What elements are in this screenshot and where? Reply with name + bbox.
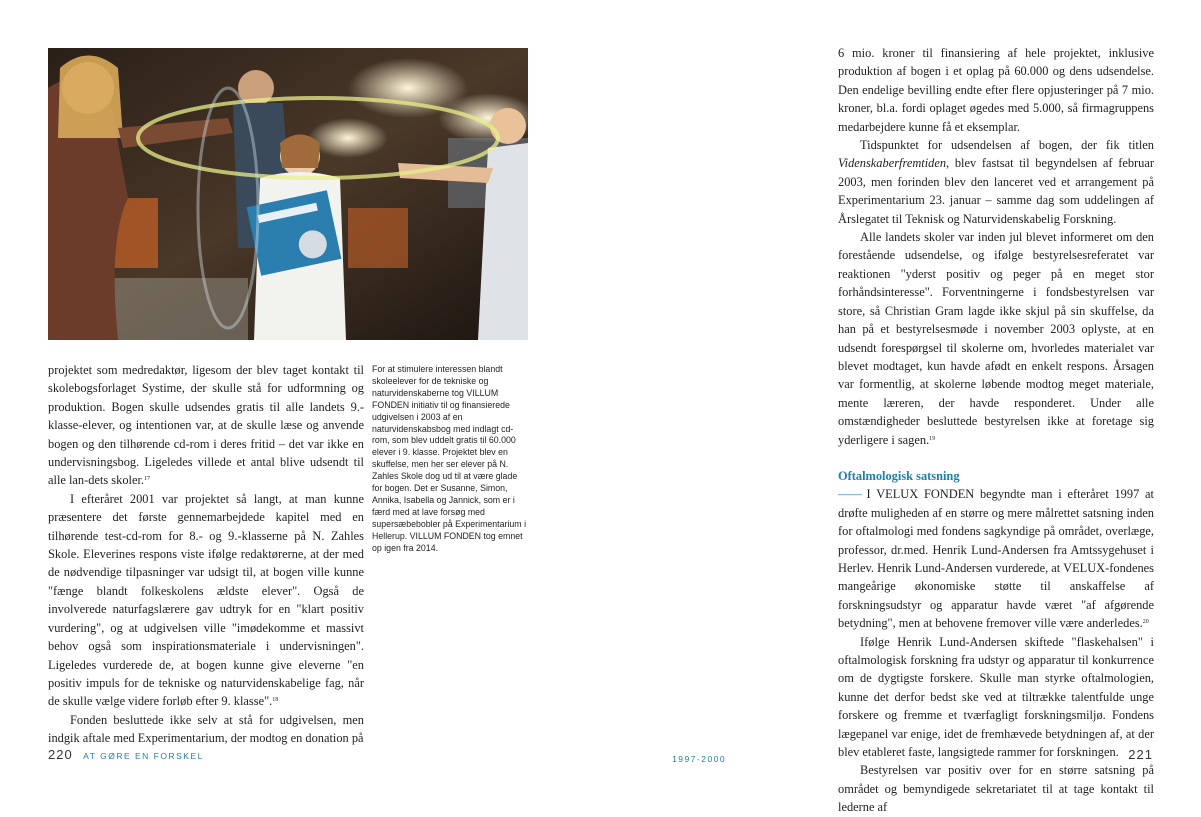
section-dash: ——	[838, 487, 861, 502]
center-folio	[672, 749, 726, 767]
right-paragraph-2: Tidspunktet for udsendelsen af bogen, der fik titlen Videnskaberfremtiden, blev fastsat til begyndelsen af februar 2003, men forinden blev den lanceret ved et arrangement på Experimentarium 23. januar – samme dag som uddelingen af Årslegatet til Teknisk og Naturvidenskabelig Forskning.	[838, 138, 1154, 226]
right-paragraph-1: 6 mio. kroner til finansiering af hele projektet, inklusive produktion af bogen i et oplag på 60.000 og dens udsendelse. Den endelige bevilling endte efter flere opjusteringer på 7 mio. kroner, bl.a. fordi oplaget øgedes med 5.000, så firmagruppens medarbejdere kunne få et eksemplar.	[838, 46, 1154, 134]
left-folio	[48, 746, 204, 764]
book-title: Videnskaberfremtiden	[838, 156, 947, 171]
right-paragraph-6: Bestyrelsen var positiv over for en større satsning på området og bemyndigede sekretariatet til at tage kontakt til lederne af	[838, 763, 1154, 815]
footnote-ref: 18	[272, 697, 279, 704]
right-paragraph-5: Ifølge Henrik Lund-Andersen skiftede "flaskehalsen" i oftalmologisk forskning fra udstyr og apparatur til konkurrence om de dygtigste forskere. Skulle man styrke oftalmologien, kunne det derfor bedst ske ved at tiltrække talentfulde unge forskere og fremme et tværfagligt forskningsmiljø. Fondens lægepanel var enige, idet de fremhævede betydningen af, at der blev etableret faste, langsigtede rammer for forskningen.	[838, 634, 1154, 760]
left-paragraph-1: projektet som medredaktør, ligesom der blev taget kontakt til skolebogsforlaget Systime, der skulle stå for udformning og produktion. Bogen skulle udsendes gratis til alle landets 9.-klasse-elever, og intentionen var, at de skulle læse og anvende bogen og den tilhørende cd-rom i deres fritid – det var ikke en undervisningsbog. Ligeledes villede et antal blive udsendt til alle lan-dets skoler.$^{17}$	[48, 363, 364, 488]
left-page-body-text	[48, 361, 364, 748]
footnote-ref: 20	[1142, 619, 1149, 626]
photo-students-soap-bubbles	[48, 48, 528, 340]
footnote-ref: 19	[929, 435, 936, 442]
right-page-body-text	[838, 44, 1154, 817]
right-paragraph-3: Alle landets skoler var inden jul blevet informeret om den forestående udsendelse, og ifølge bestyrelsesreferatet var reaktionen "yderst positiv og peger på en meget stor forhåndsinteresse". Forventningerne i fondsbestyrelsen var store, så Christian Gram lagde ikke skjul på sin skuffelse, da han på et bestyrelsesmøde i november 2003 oplyste, at en udsendt forespørgsel til skolerne om, hvorledes materialet var blevet modtaget, kun havde afødt en enkelt respons. Årsagen var formentlig, at skolerne løbende modtog meget materiale, mente læreren, der havde responderet. Under alle omstændigheder besluttede bestyrelsen ikke at foretage sig yderligere i sagen.$^{19}$	[838, 230, 1154, 447]
footnote-ref: 17	[144, 476, 150, 483]
photo-illustration	[48, 48, 528, 340]
left-paragraph-2: I efteråret 2001 var projektet så langt, at man kunne præsentere det første gennemarbejdede kapitel med en tilhørende test-cd-rom for 8.- og 9.-klasserne på N. Zahles Skole. Eleverines respons viste ifølge redaktørerne, at der med de nødvendige tilpasninger var udsigt til, at bogen ville kunne "fænge blandt folkeskolens ældste elever". Også de involverede naturfagslærere gav udtryk for en "klart positiv vurdering", og at udgivelsen ville "imødekomme et massivt behov også som inspirationsmateriale i undervisningen". Ligeledes vurderede de, at bogen kunne give eleverne "en positiv impuls for de tekniske og naturvidenskabelige fag, når de skulle vælge videre forløb efter 9. klasse".$^{18}$	[48, 491, 364, 709]
center-running-title: 1997-2000	[672, 754, 727, 764]
left-page-number: 220	[48, 747, 73, 762]
right-paragraph-4: —— I VELUX FONDEN begyndte man i efteråret 1997 at drøfte muligheden af en større og mere målrettet satsning inden for oftalmologi med fondens sagkyndige på området, overlæge, professor, dr.med. Henrik Lund-Andersen fra Amtssygehuset i Herlev. Henrik Lund-Andersen vurderede, at VELUX-fondenes mangeårige økonomiske støtte til anskaffelse af forskningsudstyr og apparatur havde været "af afgørende betydning", men at behovene fremover ville være anderledes.$^{20}$	[838, 487, 1154, 631]
photo-caption: For at stimulere interessen blandt skoleelever for de tekniske og naturvidenskaberne tog VILLUM FONDEN initiativ til og finansierede udgivelsen i 2003 af en naturvidenskabsbog med indlagt cd-rom, som blev uddelt gratis til 60.000 elever i 9. klasse. Projektet blev en skuffelse, men her ser elever på N. Zahles Skole dog ud til at være glade for bogen. Det er Susanne, Simon, Annika, Isabella og Jannick, som er i færd med at lave forsøg med supersæbebobler på Experimentarium i Hellerup. VILLUM FONDEN tog emnet op igen fra 2014.	[372, 364, 527, 553]
right-folio	[1128, 746, 1153, 764]
section-heading: Oftalmologisk satsning	[838, 468, 960, 483]
right-page-number: 221	[1128, 747, 1153, 762]
left-paragraph-3: Fonden besluttede ikke selv at stå for udgivelsen, men indgik aftale med Experimentarium, der modtog en donation på	[48, 712, 364, 746]
left-running-title: AT GØRE EN FORSKEL	[83, 751, 204, 761]
